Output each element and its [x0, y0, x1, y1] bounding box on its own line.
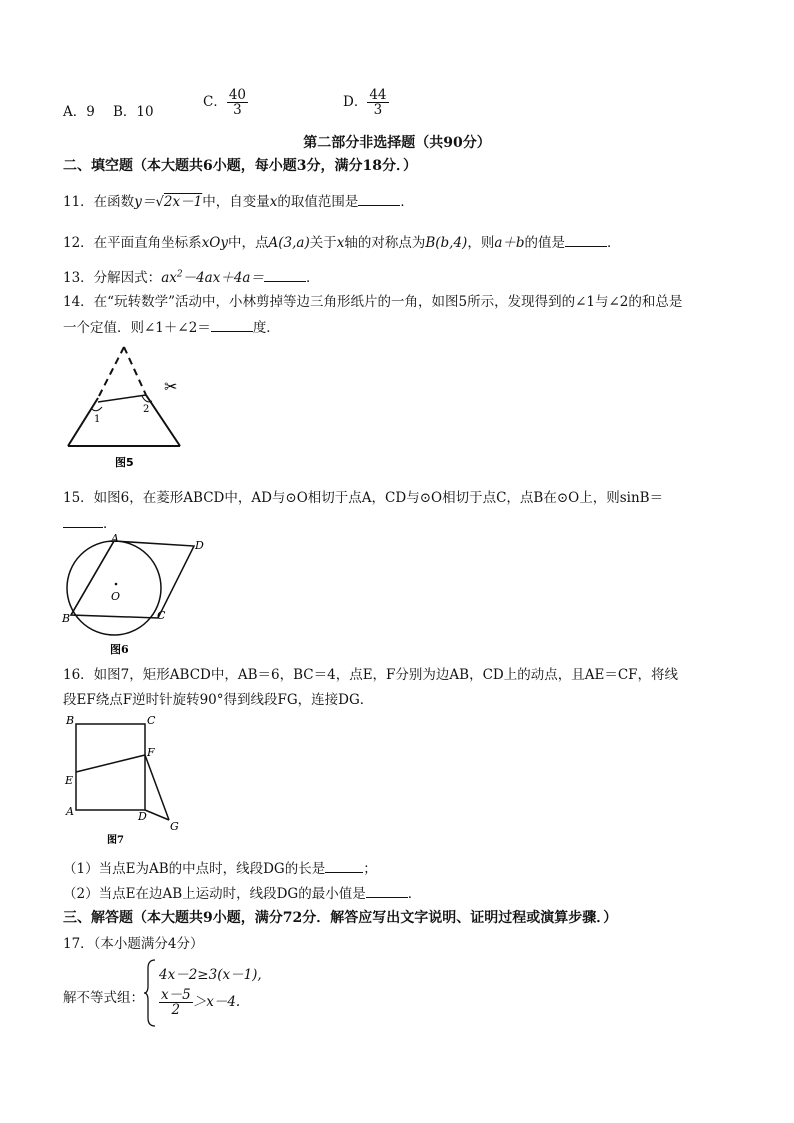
fig6-caption: 图6	[110, 643, 129, 656]
q13-text-pre: 13．分解因式：	[63, 270, 162, 286]
q10-option-c-den: 3	[233, 102, 242, 119]
question-11	[63, 190, 414, 210]
fig6-label-a: A	[111, 532, 119, 545]
fig6-label-d: D	[195, 539, 204, 552]
q15-answer-blank[interactable]	[63, 515, 103, 528]
q11-answer-blank[interactable]	[358, 193, 400, 206]
q16-sub2-text: （2）当点E在边AB上运动时，线段DG的最小值是	[63, 886, 366, 902]
q11-text-end: ．	[400, 194, 414, 210]
q12-point-a: A(3,a)	[268, 235, 310, 251]
fig7-label-d: D	[138, 810, 147, 823]
fig6-label-c: C	[157, 609, 166, 622]
fig7-label-a: A	[66, 805, 74, 818]
fig6-label-b: B	[62, 612, 71, 625]
fig6-circle	[67, 541, 161, 635]
q12-point-b: B(b,4)	[425, 235, 468, 251]
question-14-line1: 14．在“玩转数学”活动中，小林剪掉等边三角形纸片的一角，如图5所示，发现得到的∠1与∠2的和总是	[63, 294, 683, 310]
fig5-angle1-label: 1	[94, 414, 101, 425]
q12-text-mid5: 的值是	[524, 235, 566, 251]
question-16-line2: 段EF绕点F逆时针旋转90°得到线段FG，连接DG．	[63, 692, 374, 708]
q16-sub1-answer-blank[interactable]	[325, 860, 363, 873]
fig5-caption: 图5	[115, 456, 134, 469]
figure-5	[60, 340, 200, 472]
question-16-sub1	[63, 857, 377, 877]
scissors-icon: ✂	[164, 377, 178, 396]
q12-answer-blank[interactable]	[565, 234, 607, 247]
fig5-cut-line	[98, 395, 146, 402]
q10-option-c-label: C．	[203, 94, 227, 111]
q12-text-mid1: 中，点	[228, 235, 269, 251]
q10-option-d-fraction	[367, 88, 388, 117]
q15-text-post: ．	[103, 516, 117, 532]
q11-text-post2: 的取值范围是	[277, 194, 359, 210]
fig7-segment-fg	[145, 755, 169, 820]
q16-sub1-text: （1）当点E为AB的中点时，线段DG的长是	[63, 861, 326, 877]
q17-inequality-2-num: x－5	[161, 987, 191, 1003]
q11-function-expr: y＝√2x－1	[134, 194, 203, 210]
q13-answer-blank[interactable]	[264, 269, 306, 282]
q16-sub2-end: ．	[407, 886, 422, 902]
q11-var-x: x	[269, 194, 278, 210]
q17-system-brace	[143, 958, 157, 1028]
question-16-sub2	[63, 882, 421, 902]
q17-inequality-2-den: 2	[171, 1002, 181, 1019]
fig7-caption: 图7	[107, 835, 124, 846]
fig5-angle2-label: 2	[143, 404, 150, 415]
q12-coord-system: xOy	[201, 235, 228, 251]
fig7-label-c: C	[147, 714, 156, 727]
q14-text-post: 度．	[252, 320, 280, 336]
fig6-label-o: O	[111, 590, 121, 603]
q14-answer-blank[interactable]	[211, 319, 253, 332]
figure-6	[60, 532, 210, 658]
fig7-label-g: G	[170, 820, 179, 833]
q12-text-mid3: 轴的对称点为	[344, 235, 426, 251]
fig7-label-e: E	[65, 774, 74, 787]
q12-text-mid4: ，则	[467, 235, 495, 251]
fig6-center-dot	[115, 583, 118, 586]
fig5-right-side	[146, 395, 180, 446]
q10-option-c	[203, 88, 248, 117]
section3-title: 三、解答题（本大题共9小题，满分72分．解答应写出文字说明、证明过程或演算步骤．）	[63, 910, 618, 926]
q11-text-pre: 11．在函数	[63, 194, 135, 210]
q10-option-c-num: 40	[228, 87, 247, 103]
figure-7	[62, 712, 192, 850]
q10-option-b: B．10	[113, 104, 154, 120]
q13-text-end: ．	[305, 270, 320, 286]
q12-sum-expr: a＋b	[494, 235, 525, 251]
q10-option-a: A．9	[63, 104, 95, 120]
question-12	[63, 231, 621, 251]
q10-option-d-num: 44	[369, 87, 387, 103]
fig7-segment-ef	[76, 755, 145, 772]
q17-inequality-2	[159, 988, 240, 1017]
fig7-label-b: B	[66, 714, 75, 727]
q17-inequality-2-fraction	[159, 988, 193, 1017]
fig7-rectangle	[76, 724, 145, 810]
fig7-label-f: F	[147, 746, 155, 759]
q17-prompt: 解不等式组：	[63, 990, 144, 1006]
q12-text-pre: 12．在平面直角坐标系	[63, 235, 202, 251]
q10-option-c-fraction	[227, 88, 248, 117]
section2-title: 二、填空题（本大题共6小题，每小题3分，满分18分．）	[63, 158, 417, 174]
question-17-header: 17．（本小题满分4分）	[63, 936, 204, 952]
q12-axis-x: x	[336, 235, 345, 251]
question-15-line2	[63, 512, 117, 532]
q16-sub2-answer-blank[interactable]	[366, 885, 408, 898]
q11-text-post: 中，自变量	[202, 194, 270, 210]
fig5-cut-dashed-left	[98, 347, 124, 398]
question-13	[63, 266, 319, 286]
question-16-line1: 16．如图7，矩形ABCD中，AB＝6，BC＝4，点E，F分别为边AB，CD上的动点，且AE＝CF，将线	[63, 667, 679, 683]
question-15-line1: 15．如图6，在菱形ABCD中，AD与⊙O相切于点A，CD与⊙O相切于点C，点B在⊙O上，则sinB＝	[63, 490, 664, 506]
q10-option-d-den: 3	[373, 102, 383, 119]
q13-expression: $ax^2-4ax+4a=$	[161, 269, 264, 286]
q12-text-mid2: 关于	[309, 235, 337, 251]
q17-inequality-1: 4x－2≥3(x－1),	[159, 967, 262, 983]
part2-title: 第二部分非选择题（共90分）	[303, 135, 491, 151]
q10-option-d	[343, 88, 389, 117]
fig6-chord-ab	[71, 541, 114, 615]
q16-sub1-end: ；	[363, 861, 377, 877]
q17-inequality-2-rest: ＞x－4.	[192, 994, 241, 1011]
q14-text-pre: 一个定值．则∠1＋∠2＝	[63, 320, 211, 336]
q12-text-end: ．	[607, 235, 621, 251]
fig5-cut-dashed-right	[124, 347, 146, 395]
q10-option-d-label: D．	[343, 94, 368, 111]
question-14-line2	[63, 316, 280, 336]
fig6-rhombus	[71, 541, 194, 618]
